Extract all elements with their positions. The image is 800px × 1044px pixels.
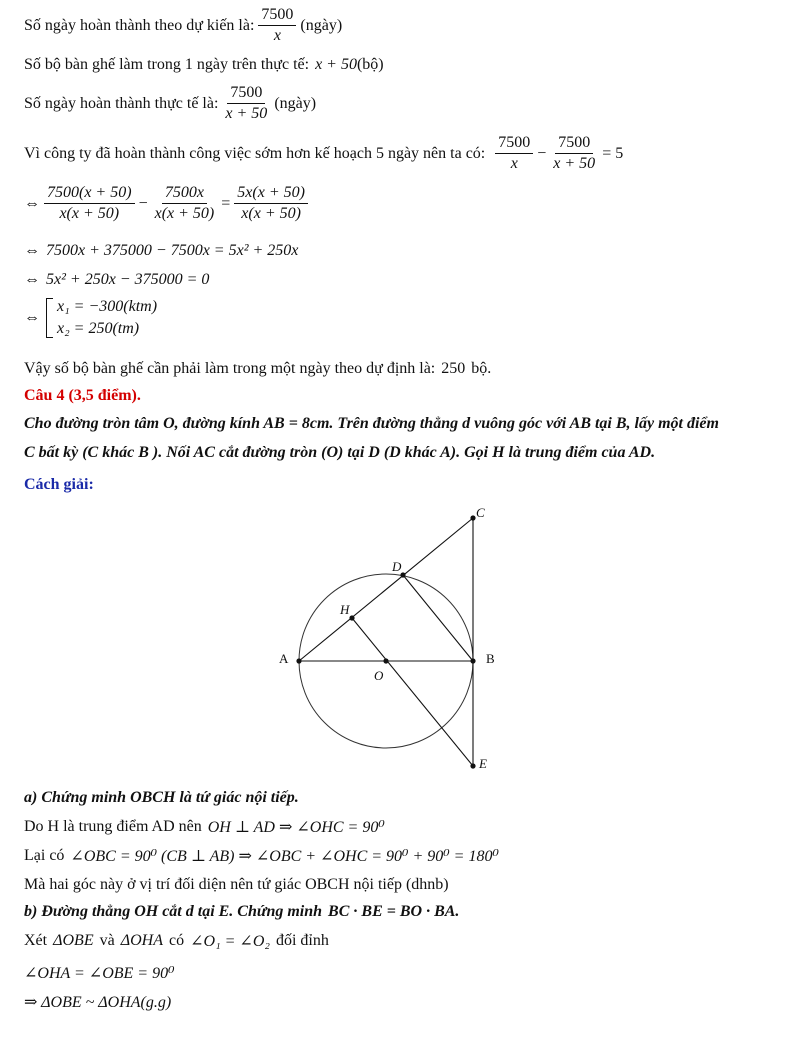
line1-text: Số ngày hoàn thành theo dự kiến là: <box>24 16 255 34</box>
numerator: 7500 <box>555 134 593 154</box>
equation-2 <box>24 242 298 260</box>
text: có <box>169 932 185 949</box>
denominator: x <box>510 155 518 173</box>
point-c <box>470 515 475 520</box>
problem-text-2: C bất kỳ (C khác B ). Nối AC cắt đường tròn (O) tại D (D khác A). Gọi H là trung điểm của AD. <box>24 444 656 461</box>
text: đối đỉnh <box>275 932 329 949</box>
line4-text: Vì công ty đã hoàn thành công việc sớm hơn kế hoạch 5 ngày nên ta có: <box>24 144 486 162</box>
solution-2: x₂ = 250(tm) <box>57 320 140 337</box>
part-b-title <box>24 903 459 921</box>
denominator: x + 50 <box>553 155 596 173</box>
text: Lại có <box>24 847 65 864</box>
denominator: x(x + 50) <box>154 205 215 223</box>
numerator: 7500 <box>495 134 533 154</box>
label-c: C <box>476 505 485 520</box>
math-expr: 7500x + 375000 − 7500x = 5x² + 250x <box>46 242 299 259</box>
denominator: x(x + 50) <box>59 205 120 223</box>
title-text: b) Đường thẳng OH cắt d tại E. Chứng minh <box>24 903 323 920</box>
part-b-line-3: ⇒ ΔOBE ~ ΔOHA(g.g) <box>24 994 172 1011</box>
unit: (ngày) <box>300 16 343 34</box>
solution-heading: Cách giải: <box>24 476 94 493</box>
unit: bộ. <box>471 360 492 377</box>
point-h <box>349 615 354 620</box>
equivalence-arrow: ⇔ <box>24 242 40 259</box>
numerator: 5x(x + 50) <box>234 184 308 204</box>
text: Do H là trung điểm AD nên <box>24 818 202 835</box>
point-o <box>383 658 388 663</box>
math-expr: ΔOHA <box>120 932 163 949</box>
part-a-line-3: Mà hai góc này ở vị trí đối diện nên tứ giác OBCH nội tiếp (dhnb) <box>24 876 449 893</box>
segment-db <box>403 575 473 661</box>
label-o: O <box>374 668 384 683</box>
label-h: H <box>340 602 350 617</box>
fraction <box>222 84 270 124</box>
numerator: 7500 <box>258 6 296 26</box>
part-b-line-1 <box>24 931 329 951</box>
point-e <box>470 763 475 768</box>
equivalence-arrow: ⇔ <box>24 309 40 326</box>
fraction <box>234 184 308 224</box>
fraction <box>258 6 296 46</box>
equation-1 <box>24 184 312 224</box>
rhs: = 5 <box>602 144 624 162</box>
numerator: 7500 <box>227 84 265 104</box>
equals-sign: = <box>221 194 231 212</box>
geometry-figure <box>270 500 510 780</box>
denominator: x(x + 50) <box>241 205 301 223</box>
equation-4 <box>24 298 157 338</box>
conclusion-text: Vậy số bộ bàn ghế cần phải làm trong một ngày theo dự định là: <box>24 360 436 377</box>
math-expr: ∠OBC = 90⁰ (CB ⊥ AB) ⇒ ∠OBC + ∠OHC = 90⁰ + 90⁰ = 180⁰ <box>70 848 499 865</box>
line-equation-setup <box>24 134 623 174</box>
part-a-title: a) Chứng minh OBCH là tứ giác nội tiếp. <box>24 789 299 806</box>
fraction <box>44 184 135 224</box>
numerator: 7500x <box>162 184 207 204</box>
line-actual-per-day <box>24 56 384 74</box>
line-planned-days <box>24 6 342 46</box>
part-a-line-2 <box>24 846 499 866</box>
text: và <box>99 932 115 949</box>
math-expr: 5x² + 250x − 375000 = 0 <box>46 271 210 288</box>
label-d: D <box>392 559 402 574</box>
fraction <box>550 134 598 174</box>
segment-ac <box>299 518 473 661</box>
math-expr: BC · BE = BO · BA. <box>328 903 460 920</box>
part-b-line-2: ∠OHA = ∠OBE = 90⁰ <box>24 965 175 982</box>
question-title: Câu 4 (3,5 điểm). <box>24 387 141 404</box>
label-b: B <box>486 651 495 666</box>
line-actual-days <box>24 84 316 124</box>
numerator: 7500(x + 50) <box>44 184 135 204</box>
math-expr: ∠O₁ = ∠O₂ <box>190 933 270 950</box>
fraction <box>495 134 533 174</box>
line2-text: Số bộ bàn ghế làm trong 1 ngày trên thực tế: <box>24 56 310 73</box>
equivalence-arrow: ⇔ <box>24 271 40 288</box>
line3-text: Số ngày hoàn thành thực tế là: <box>24 94 219 112</box>
point-b <box>470 658 475 663</box>
denominator: x <box>273 27 281 45</box>
part-a-line-1 <box>24 817 385 837</box>
label-e: E <box>479 756 487 771</box>
math-expr: OH ⊥ AD ⇒ ∠OHC = 90⁰ <box>207 819 385 836</box>
solution-bracket <box>46 298 157 338</box>
answer-value: 250 <box>441 360 466 377</box>
unit: (bộ) <box>356 56 384 73</box>
unit: (ngày) <box>274 94 317 112</box>
label-a: A <box>279 651 289 666</box>
fraction <box>152 184 218 224</box>
point-a <box>296 658 301 663</box>
text: Xét <box>24 932 48 949</box>
minus-sign: − <box>537 144 547 162</box>
conclusion <box>24 360 491 378</box>
equivalence-arrow: ⇔ <box>24 194 40 212</box>
equation-3 <box>24 271 209 289</box>
denominator: x + 50 <box>225 105 268 123</box>
minus-sign: − <box>138 194 148 212</box>
math-expr: ΔOBE <box>53 932 94 949</box>
solution-1: x₁ = −300(ktm) <box>57 298 158 315</box>
problem-text-1: Cho đường tròn tâm O, đường kính AB = 8cm. Trên đường thẳng d vuông góc với AB tại B, lấy một điểm <box>24 415 719 432</box>
math-expr: x + 50 <box>315 56 357 73</box>
